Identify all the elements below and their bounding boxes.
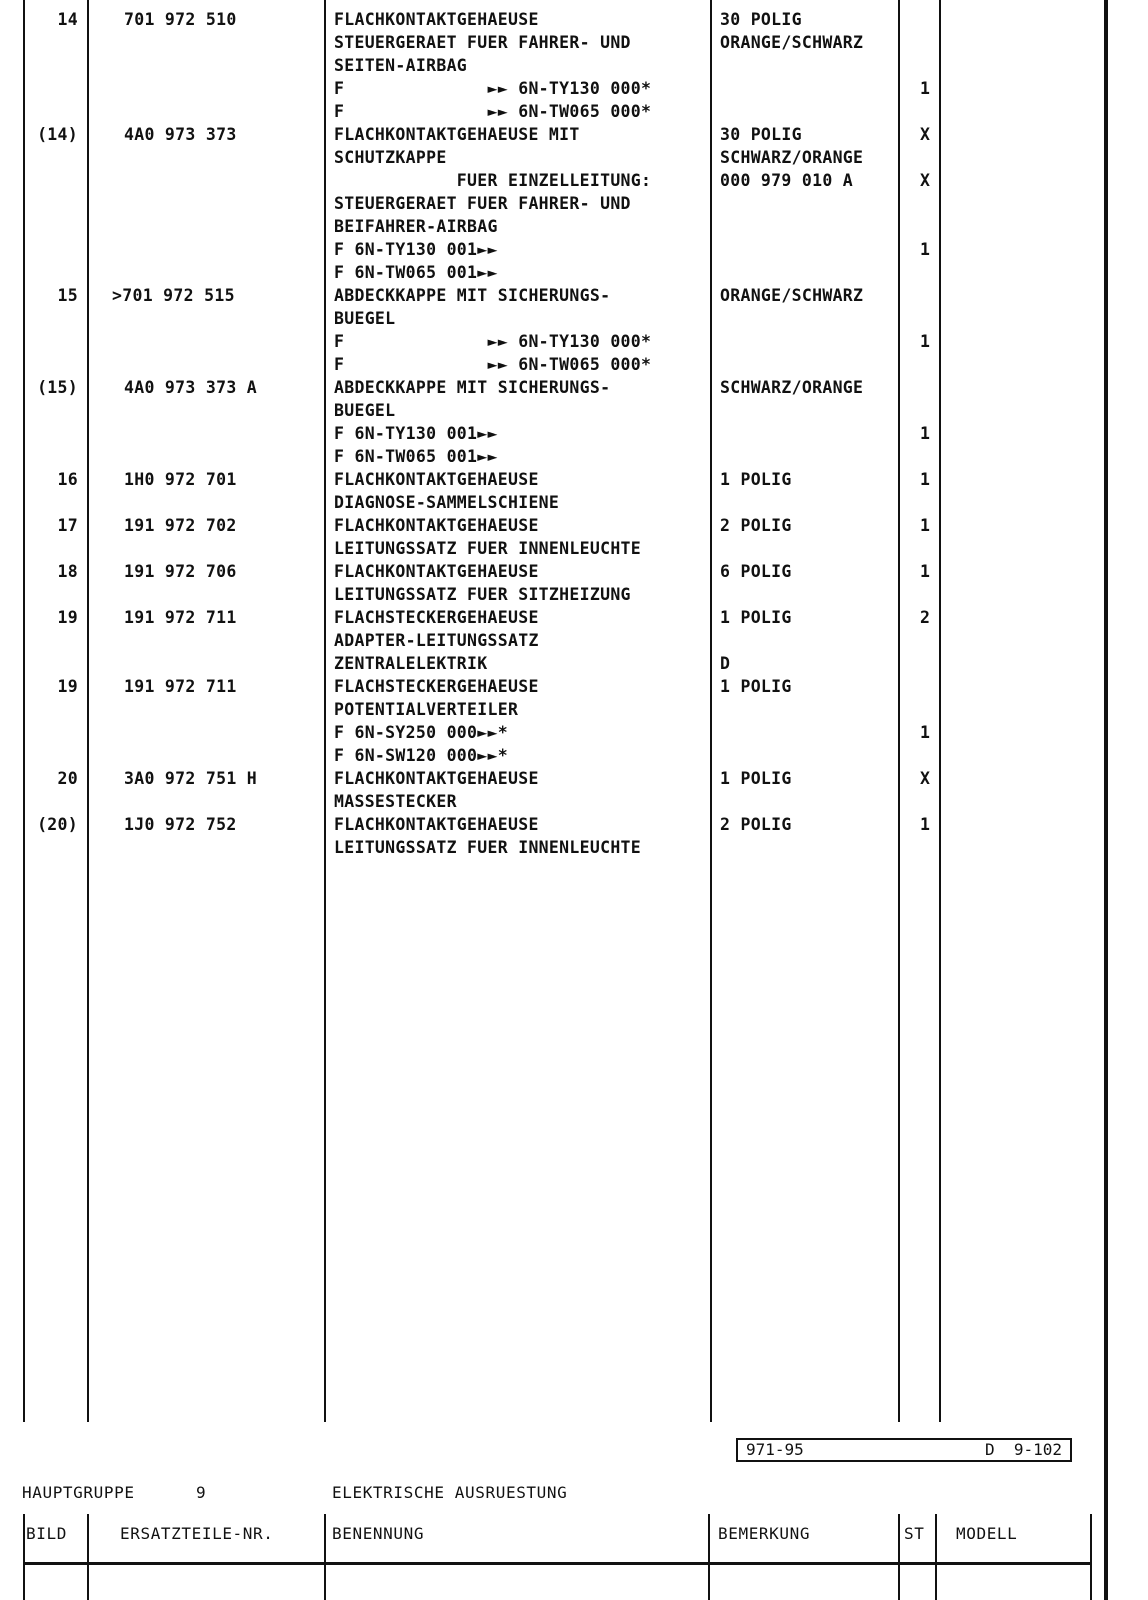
cell-bild: 17 — [57, 516, 78, 535]
reference-code: 971-95 — [746, 1440, 804, 1459]
cell-st: 1 — [920, 424, 931, 443]
cell-benennung: F 6N-SY250 000►►* — [334, 723, 508, 742]
cell-benennung: FLACHKONTAKTGEHAEUSE — [334, 815, 539, 834]
cell-benennung: F 6N-SW120 000►►* — [334, 746, 508, 765]
column-rule-bild — [87, 0, 89, 1422]
cell-benennung: ADAPTER-LEITUNGSSATZ — [334, 631, 539, 650]
cell-ersatzteile-nr: 1H0 972 701 — [124, 470, 237, 489]
cell-benennung: FLACHKONTAKTGEHAEUSE — [334, 516, 539, 535]
cell-benennung: BEIFAHRER-AIRBAG — [334, 217, 498, 236]
cell-ersatzteile-nr: 191 972 702 — [124, 516, 237, 535]
cell-benennung: FLACHKONTAKTGEHAEUSE — [334, 10, 539, 29]
column-rule-left — [23, 0, 25, 1422]
header-modell: MODELL — [956, 1524, 1018, 1543]
cell-bemerkung: D — [720, 654, 731, 673]
header-underline — [23, 1562, 1092, 1565]
column-rule-benennung — [710, 0, 712, 1422]
header-rule-bemerkung — [898, 1514, 900, 1600]
cell-bild: 18 — [57, 562, 78, 581]
page-number: D 9-102 — [984, 1440, 1062, 1459]
cell-bemerkung: 1 POLIG — [720, 608, 792, 627]
cell-bemerkung: 000 979 010 A — [720, 171, 854, 190]
header-rule-st — [935, 1514, 937, 1600]
cell-benennung: DIAGNOSE-SAMMELSCHIENE — [334, 493, 560, 512]
cell-st: 1 — [920, 332, 931, 351]
header-ersatzteile-nr: ERSATZTEILE-NR. — [120, 1524, 274, 1543]
hauptgruppe-title: ELEKTRISCHE AUSRUESTUNG — [332, 1483, 568, 1502]
cell-ersatzteile-nr: 4A0 973 373 — [124, 125, 237, 144]
cell-benennung: BUEGEL — [334, 309, 396, 328]
cell-st: 1 — [920, 723, 931, 742]
cell-ersatzteile-nr: 3A0 972 751 H — [124, 769, 258, 788]
cell-ersatzteile-nr: 191 972 711 — [124, 608, 237, 627]
cell-bemerkung: 1 POLIG — [720, 769, 792, 788]
cell-bild: (14) — [37, 125, 78, 144]
cell-bemerkung: 6 POLIG — [720, 562, 792, 581]
cell-benennung: F 6N-TW065 001►► — [334, 263, 498, 282]
cell-st: X — [920, 171, 931, 190]
cell-benennung: FLACHSTECKERGEHAEUSE — [334, 677, 539, 696]
cell-st: 1 — [920, 470, 931, 489]
cell-bemerkung: ORANGE/SCHWARZ — [720, 286, 864, 305]
cell-bemerkung: 30 POLIG — [720, 125, 802, 144]
cell-benennung: POTENTIALVERTEILER — [334, 700, 519, 719]
cell-ersatzteile-nr: 701 972 510 — [124, 10, 237, 29]
cell-bild: 15 — [57, 286, 78, 305]
column-rule-bemerkung — [898, 0, 900, 1422]
cell-benennung: F ►► 6N-TY130 000* — [334, 79, 652, 98]
cell-bild: 20 — [57, 769, 78, 788]
header-rule-right — [1090, 1514, 1092, 1600]
cell-benennung: LEITUNGSSATZ FUER SITZHEIZUNG — [334, 585, 631, 604]
header-st: ST — [904, 1524, 925, 1543]
cell-benennung: LEITUNGSSATZ FUER INNENLEUCHTE — [334, 539, 642, 558]
cell-benennung: STEUERGERAET FUER FAHRER- UND — [334, 33, 631, 52]
cell-benennung: BUEGEL — [334, 401, 396, 420]
header-benennung: BENENNUNG — [332, 1524, 425, 1543]
cell-benennung: ABDECKKAPPE MIT SICHERUNGS- — [334, 286, 611, 305]
cell-benennung: FLACHKONTAKTGEHAEUSE — [334, 769, 539, 788]
cell-bild: (15) — [37, 378, 78, 397]
column-rule-teil — [324, 0, 326, 1422]
cell-bemerkung: 2 POLIG — [720, 815, 792, 834]
cell-st: X — [920, 125, 931, 144]
cell-benennung: FLACHSTECKERGEHAEUSE — [334, 608, 539, 627]
cell-benennung: F 6N-TY130 001►► — [334, 424, 498, 443]
cell-st: 1 — [920, 240, 931, 259]
cell-ersatzteile-nr: 191 972 706 — [124, 562, 237, 581]
header-bemerkung: BEMERKUNG — [718, 1524, 811, 1543]
column-rule-st — [939, 0, 941, 1422]
header-rule-left — [23, 1514, 25, 1600]
cell-benennung: SCHUTZKAPPE — [334, 148, 447, 167]
cell-benennung: SEITEN-AIRBAG — [334, 56, 468, 75]
cell-benennung: STEUERGERAET FUER FAHRER- UND — [334, 194, 631, 213]
cell-bemerkung: SCHWARZ/ORANGE — [720, 378, 864, 397]
cell-benennung: F 6N-TY130 001►► — [334, 240, 498, 259]
page-reference-box — [736, 1438, 1072, 1462]
hauptgruppe-number: 9 — [196, 1483, 207, 1502]
cell-benennung: ZENTRALELEKTRIK — [334, 654, 488, 673]
cell-bemerkung: 1 POLIG — [720, 470, 792, 489]
cell-st: 2 — [920, 608, 931, 627]
header-rule-bild — [87, 1514, 89, 1600]
page-edge-right — [1104, 0, 1108, 1600]
header-rule-benennung — [708, 1514, 710, 1600]
cell-bemerkung: ORANGE/SCHWARZ — [720, 33, 864, 52]
cell-benennung: FUER EINZELLEITUNG: — [334, 171, 652, 190]
cell-bild: (20) — [37, 815, 78, 834]
cell-benennung: MASSESTECKER — [334, 792, 457, 811]
cell-benennung: FLACHKONTAKTGEHAEUSE MIT — [334, 125, 580, 144]
cell-benennung: ABDECKKAPPE MIT SICHERUNGS- — [334, 378, 611, 397]
cell-benennung: F ►► 6N-TY130 000* — [334, 332, 652, 351]
cell-st: 1 — [920, 79, 931, 98]
cell-benennung: FLACHKONTAKTGEHAEUSE — [334, 562, 539, 581]
cell-bemerkung: 30 POLIG — [720, 10, 802, 29]
cell-benennung: F ►► 6N-TW065 000* — [334, 355, 652, 374]
cell-bemerkung: 2 POLIG — [720, 516, 792, 535]
cell-bild: 14 — [57, 10, 78, 29]
cell-bemerkung: 1 POLIG — [720, 677, 792, 696]
cell-bild: 19 — [57, 608, 78, 627]
cell-bemerkung: SCHWARZ/ORANGE — [720, 148, 864, 167]
cell-benennung: F 6N-TW065 001►► — [334, 447, 498, 466]
cell-benennung: LEITUNGSSATZ FUER INNENLEUCHTE — [334, 838, 642, 857]
cell-ersatzteile-nr: 4A0 973 373 A — [124, 378, 258, 397]
cell-st: 1 — [920, 815, 931, 834]
cell-ersatzteile-nr: >701 972 515 — [112, 286, 235, 305]
cell-benennung: FLACHKONTAKTGEHAEUSE — [334, 470, 539, 489]
cell-benennung: F ►► 6N-TW065 000* — [334, 102, 652, 121]
hauptgruppe-label: HAUPTGRUPPE — [22, 1483, 135, 1502]
header-rule-teil — [324, 1514, 326, 1600]
cell-bild: 19 — [57, 677, 78, 696]
cell-bild: 16 — [57, 470, 78, 489]
cell-st: 1 — [920, 562, 931, 581]
cell-st: X — [920, 769, 931, 788]
cell-st: 1 — [920, 516, 931, 535]
header-bild: BILD — [26, 1524, 67, 1543]
cell-ersatzteile-nr: 191 972 711 — [124, 677, 237, 696]
cell-ersatzteile-nr: 1J0 972 752 — [124, 815, 237, 834]
